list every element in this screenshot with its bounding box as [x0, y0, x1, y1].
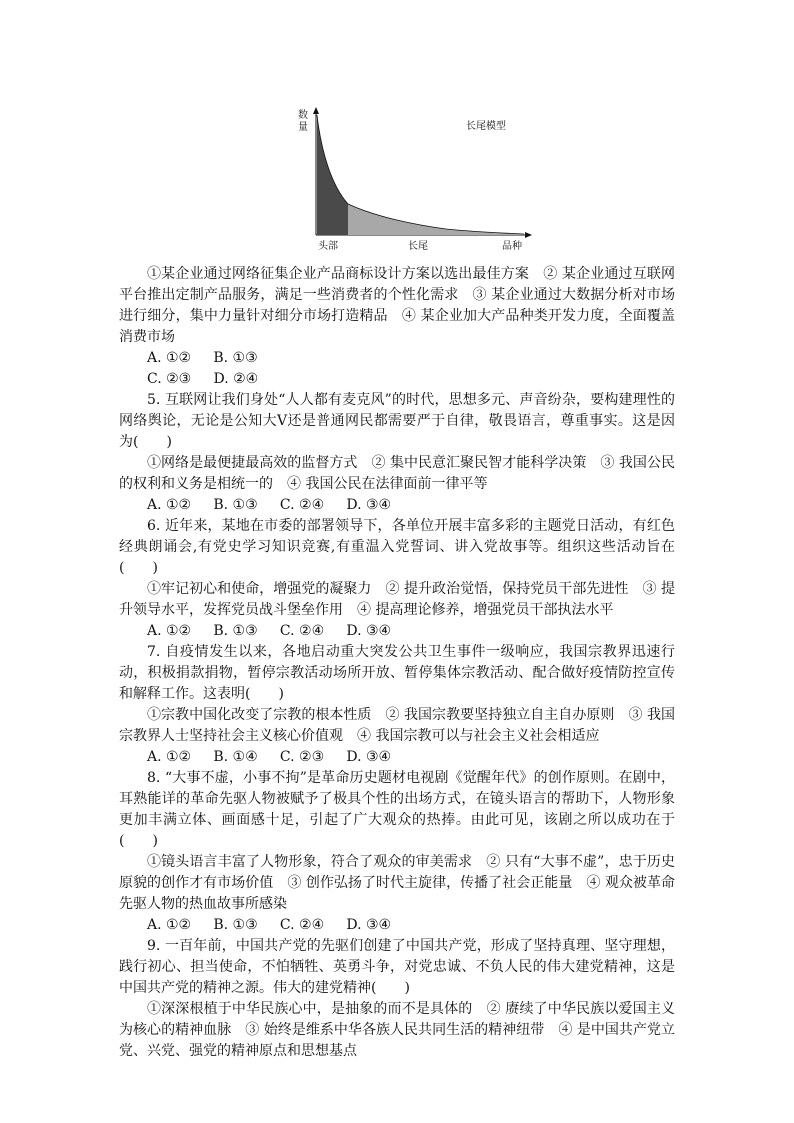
tail-area — [348, 204, 524, 235]
q8-options: A. ①② B. ①③ C. ②④ D. ③④ — [147, 917, 392, 933]
q8-stem: 8. “大事不虚，小事不拘”是革命历史题材电视剧《觉醒年代》的创作原则。在剧中，耳熟能详的革命先驱人物被赋予了极具个性的出场方式，在镜头语言的帮助下，人物形象更加丰满立体、画面感十足，引起了广大观众的热捧。由此可见，该剧之所以成功在于( ) — [119, 770, 675, 849]
q7-items: ①宗教中国化改变了宗教的根本性质 ② 我国宗教要坚持独立自主自办原则 ③ 我国宗教界人士坚持社会主义核心价值观 ④ 我国宗教可以与社会主义社会相适应 — [119, 707, 675, 744]
q5-items: ①网络是最便捷最高效的监督方式 ② 集中民意汇聚民智才能科学决策 ③ 我国公民的权利和义务是相统一的 ④ 我国公民在法律面前一律平等 — [119, 455, 675, 492]
x-axis-arrow — [525, 232, 532, 238]
q9-items: ①深深根植于中华民族心中，是抽象的而不是具体的 ② 赓续了中华民族以爱国主义为核心的精神血脉 ③ 始终是维系中华各族人民共同生活的精神纽带 ④ 是中国共产党立党、兴党、强党的精神原点和思想基点 — [119, 1001, 675, 1059]
y-axis-label-2: 量 — [298, 122, 308, 133]
q4-options-1: A. ①② B. ①③ — [147, 350, 258, 366]
q6-options: A. ①② B. ①③ C. ②④ D. ③④ — [147, 623, 392, 639]
q5-options: A. ①② B. ①③ C. ②④ D. ③④ — [147, 497, 392, 513]
q6-stem: 6. 近年来，某地在市委的部署领导下，各单位开展丰富多彩的主题党日活动，有红色经典朗诵会,有党史学习知识竞赛,有重温入党誓词、讲入党故事等。组织这些活动旨在( ) — [119, 518, 675, 576]
question-content — [119, 264, 675, 1062]
q4-options-2: C. ②③ D. ②④ — [147, 371, 259, 387]
x-axis-label: 品种 — [502, 241, 522, 252]
head-label: 头部 — [318, 241, 338, 252]
q6-items: ①牢记初心和使命，增强党的凝聚力 ② 提升政治觉悟，保持党员干部先进性 ③ 提升领导水平，发挥党员战斗堡垒作用 ④ 提高理论修养，增强党员干部执法水平 — [119, 581, 675, 618]
long-tail-chart — [286, 105, 536, 255]
head-area — [317, 115, 348, 235]
y-axis-label-1: 数 — [298, 110, 308, 121]
q7-options: A. ①② B. ①④ C. ②③ D. ③④ — [147, 749, 392, 765]
q9-stem: 9. 一百年前，中国共产党的先驱们创建了中国共产党，形成了坚持真理、坚守理想，践行初心、担当使命，不怕牺牲、英勇斗争，对党忠诚、不负人民的伟大建党精神，这是中国共产党的精神之源。伟大的建党精神( ) — [119, 938, 675, 996]
y-axis-arrow — [313, 107, 319, 114]
q7-stem: 7. 自疫情发生以来，各地启动重大突发公共卫生事件一级响应，我国宗教界迅速行动，积极捐款捐物，暂停宗教活动场所开放、暂停集体宗教活动、配合做好疫情防控宣传和解释工作。这表明( ) — [119, 644, 675, 702]
chart-title: 长尾模型 — [466, 121, 506, 132]
q4-items: ①某企业通过网络征集企业产品商标设计方案以选出最佳方案 ② 某企业通过互联网平台推出定制产品服务，满足一些消费者的个性化需求 ③ 某企业通过大数据分析对市场进行细分，集中力量针对细分市场打造精品 ④ 某企业加大产品种类开发力度，全面覆盖消费市场 — [119, 266, 675, 345]
q5-stem: 5. 互联网让我们身处“人人都有麦克风”的时代，思想多元、声音纷杂，要构建理性的网络舆论，无论是公知大V还是普通网民都需要严于自律，敬畏语言，尊重事实。这是因为( ) — [119, 392, 675, 450]
q8-items: ①镜头语言丰富了人物形象，符合了观众的审美需求 ② 只有“大事不虚”，忠于历史原貌的创作才有市场价值 ③ 创作弘扬了时代主旋律，传播了社会正能量 ④ 观众被革命先驱人物的热血故事所感染 — [119, 854, 675, 912]
tail-label: 长尾 — [408, 241, 428, 252]
